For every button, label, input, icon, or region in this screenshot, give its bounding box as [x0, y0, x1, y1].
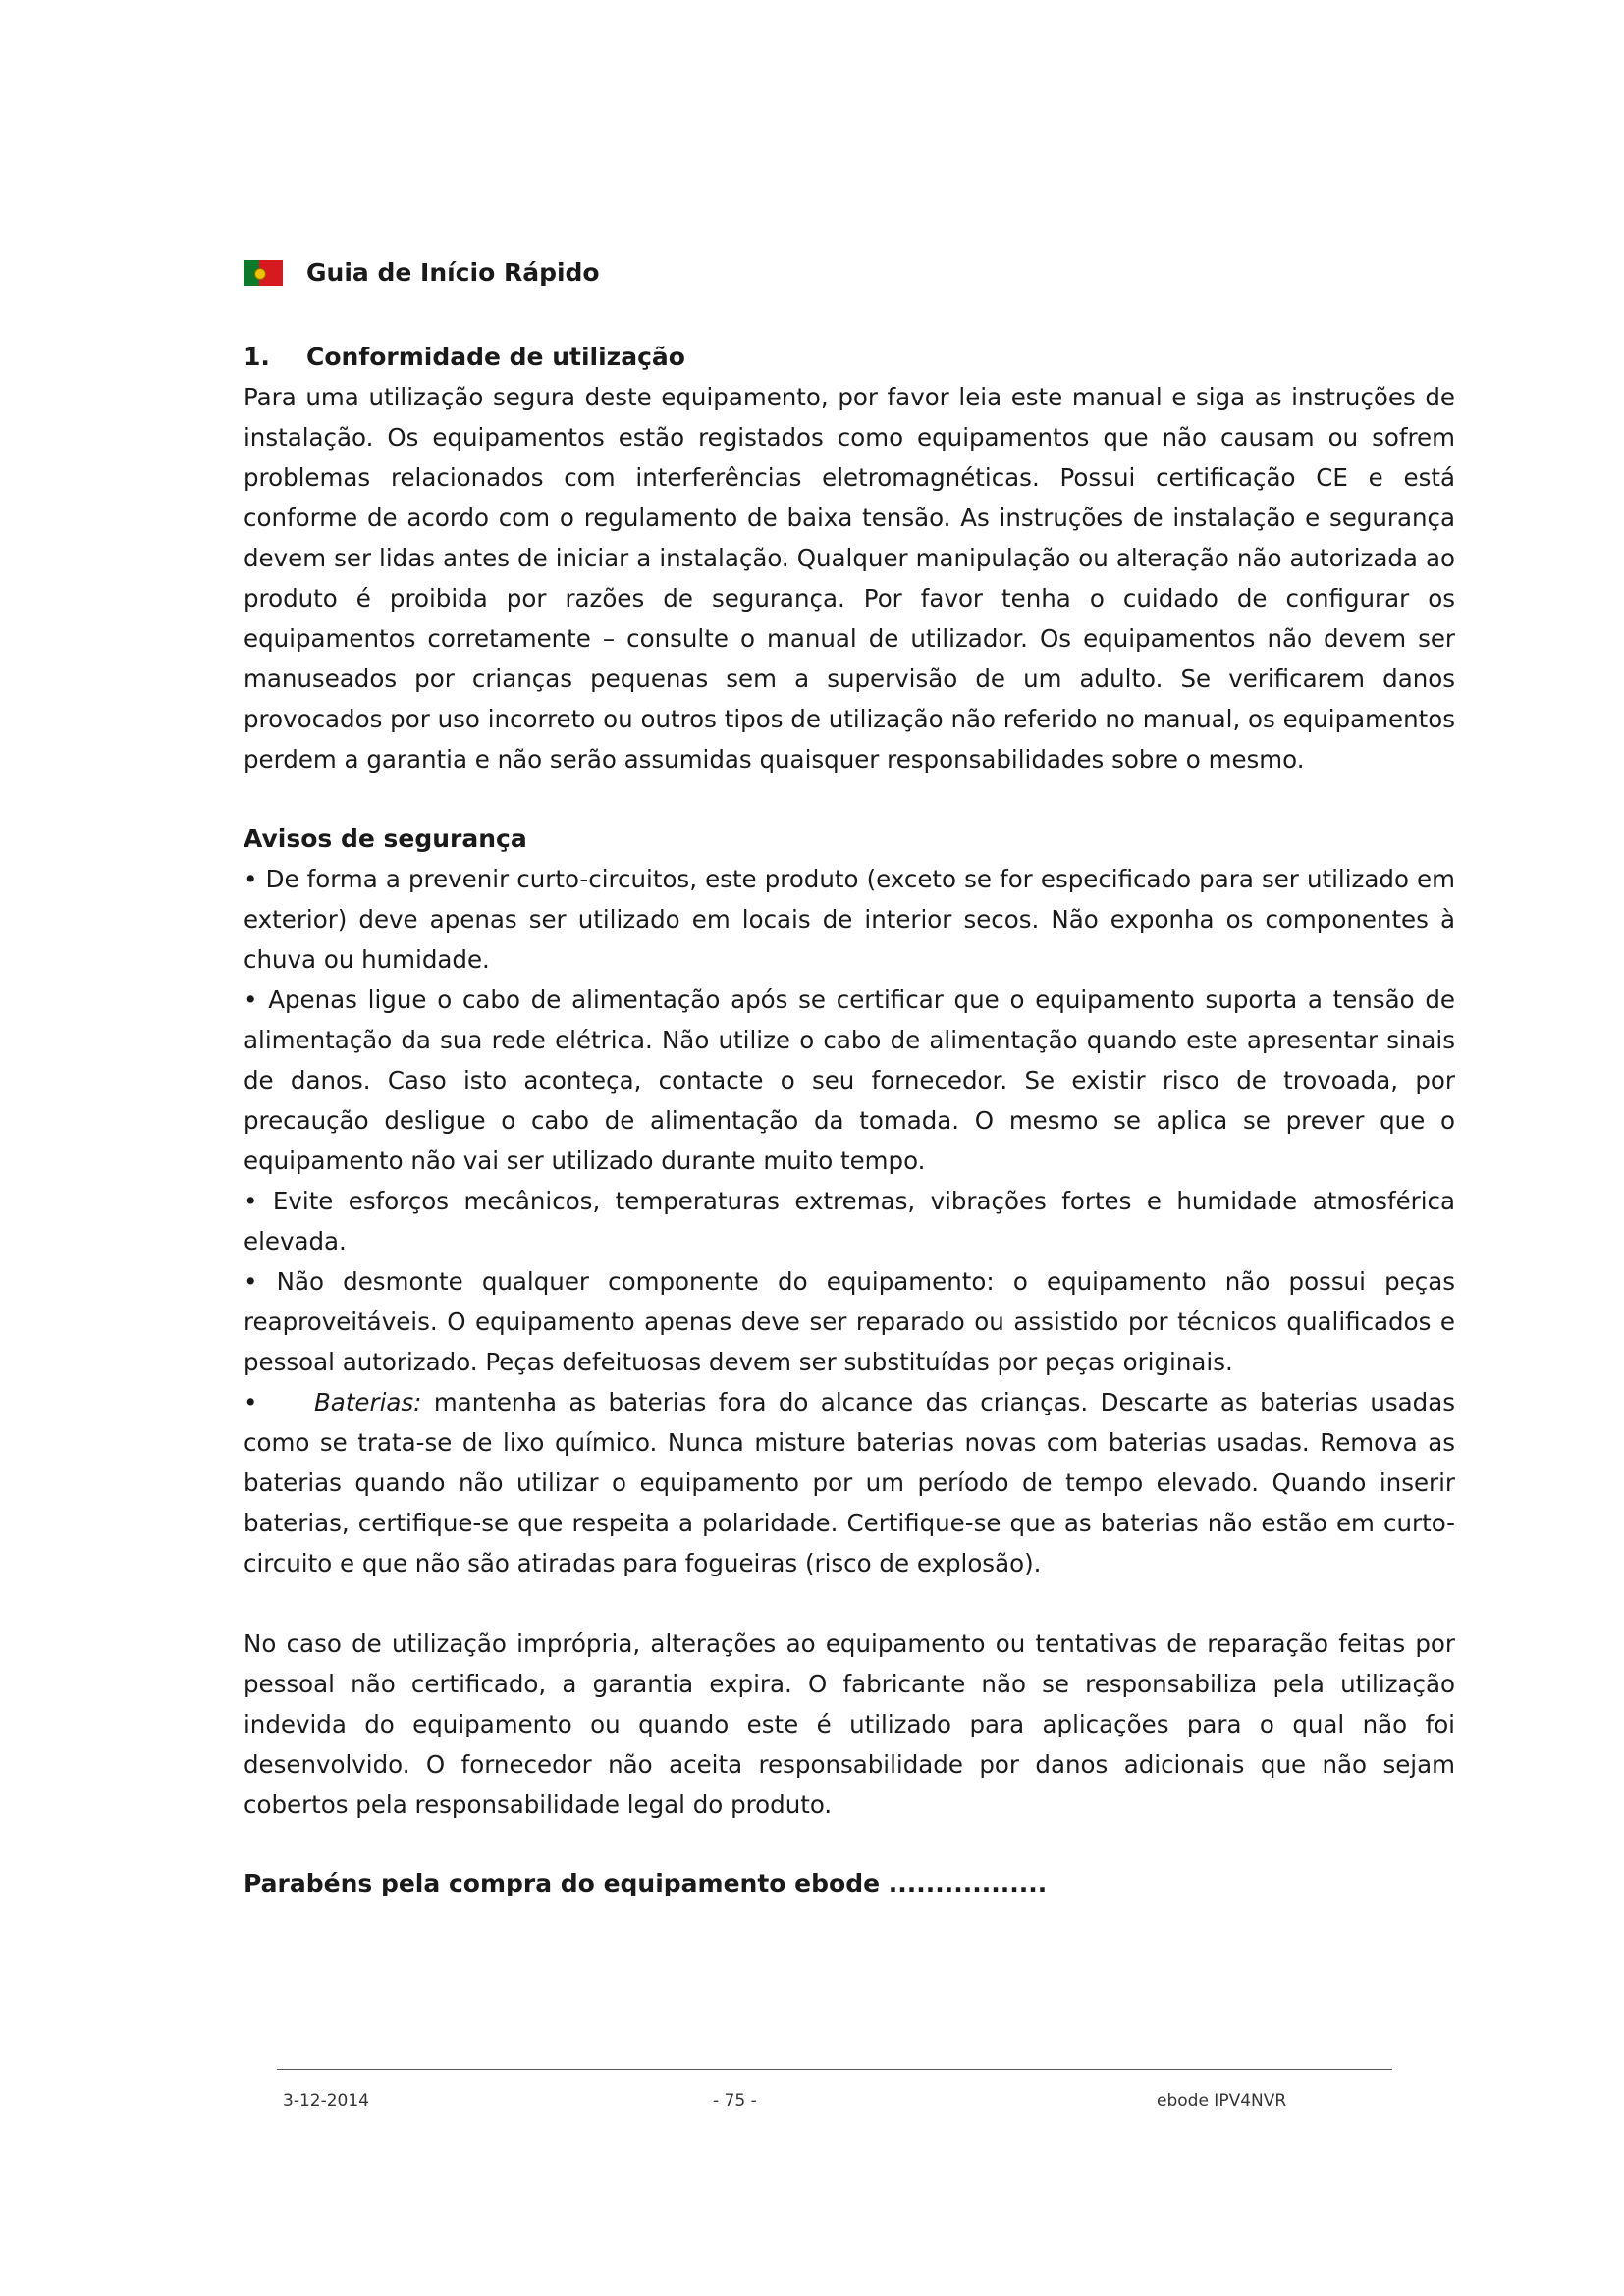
bullet-icon: • — [244, 986, 258, 1014]
footer-page-number: - 75 - — [713, 2091, 757, 2110]
safety-item-text: Não desmonte qualquer componente do equipamento: o equipamento não possui peças reaproveitáveis. O equipamento apenas deve ser reparado ou assistido por técnicos qualificados e pessoal autorizado. Peças defeituosas devem ser substituídas por peças originais. — [244, 1267, 1455, 1376]
congrats-line: Parabéns pela compra do equipamento ebode ................. — [244, 1869, 1048, 1897]
safety-item-batteries — [244, 1382, 1455, 1583]
safety-item-text: De forma a prevenir curto-circuitos, este produto (exceto se for especificado para ser utilizado em exterior) deve apenas ser utilizado em locais de interior secos. Não exponha os componentes à chuva ou humidade. — [244, 865, 1455, 974]
safety-item — [244, 980, 1455, 1181]
battery-text: mantenha as baterias fora do alcance das crianças. Descarte as baterias usadas como se trata-se de lixo químico. Nunca misture baterias novas com baterias usadas. Remova as baterias quando não utilizar o equipamento por um período de tempo elevado. Quando inserir baterias, certifique-se que respeita a polaridade. Certifique-se que as baterias não estão em curto-circuito e que não são atiradas para fogueiras (risco de explosão). — [244, 1388, 1455, 1577]
section-title: Conformidade de utilização — [306, 343, 685, 371]
guide-title: Guia de Início Rápido — [306, 258, 600, 287]
section-number: 1. — [244, 343, 270, 371]
safety-heading: Avisos de segurança — [244, 825, 527, 853]
bullet-icon: • — [244, 1187, 258, 1215]
bullet-icon: • — [244, 1388, 258, 1416]
closing-paragraph: No caso de utilização imprópria, alterações ao equipamento ou tentativas de reparação feitas por pessoal não certificado, a garantia expira. O fabricante não se responsabiliza pela utilização indevida do equipamento ou quando este é utilizado para aplicações para o qual não foi desenvolvido. O fornecedor não aceita responsabilidade por danos adicionais que não sejam cobertos pela responsabilidade legal do produto. — [244, 1629, 1455, 1819]
safety-item-text: Evite esforços mecânicos, temperaturas extremas, vibrações fortes e humidade atmosférica elevada. — [244, 1187, 1456, 1255]
safety-item-text: Apenas ligue o cabo de alimentação após se certificar que o equipamento suporta a tensão de alimentação da sua rede elétrica. Não utilize o cabo de alimentação quando este apresentar sinais de danos. Caso isto aconteça, contacte o seu fornecedor. Se existir risco de trovoada, por precaução desligue o cabo de alimentação da tomada. O mesmo se aplica se prever que o equipamento não vai ser utilizado durante muito tempo. — [244, 986, 1455, 1175]
bullet-icon: • — [244, 1267, 258, 1296]
guide-header — [244, 253, 600, 293]
section-heading — [244, 338, 1455, 377]
battery-label: Baterias: — [314, 1388, 422, 1416]
portugal-flag-icon — [244, 260, 283, 286]
footer-product: ebode IPV4NVR — [1157, 2091, 1287, 2110]
bullet-icon: • — [244, 865, 258, 893]
footer-divider — [277, 2069, 1392, 2070]
footer-date: 3-12-2014 — [283, 2091, 369, 2110]
safety-item — [244, 1261, 1455, 1382]
safety-item — [244, 859, 1455, 980]
document-content — [244, 338, 1455, 1903]
section-body: Para uma utilização segura deste equipamento, por favor leia este manual e siga as instruções de instalação. Os equipamentos estão registados como equipamentos que não causam ou sofrem problemas relacionados com interferências eletromagnéticas. Possui certificação CE e está conforme de acordo com o regulamento de baixa tensão. As instruções de instalação e segurança devem ser lidas antes de iniciar a instalação. Qualquer manipulação ou alteração não autorizada ao produto é proibida por razões de segurança. Por favor tenha o cuidado de configurar os equipamentos corretamente – consulte o manual de utilizador. Os equipamentos não devem ser manuseados por crianças pequenas sem a supervisão de um adulto. Se verificarem danos provocados por uso incorreto ou outros tipos de utilização não referido no manual, os equipamentos perdem a garantia e não serão assumidas quaisquer responsabilidades sobre o mesmo. — [244, 383, 1455, 774]
safety-item — [244, 1181, 1455, 1261]
